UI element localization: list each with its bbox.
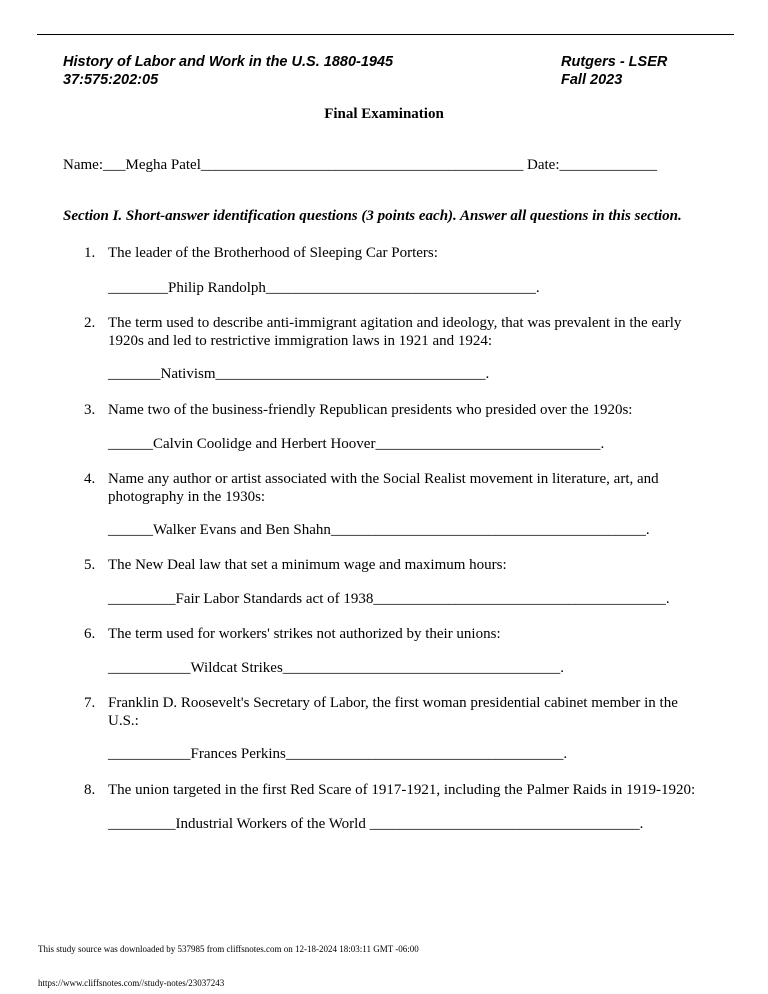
question-text: Name any author or artist associated with the Social Realist movement in literature, art, and photography in the 1930s: [108, 471, 659, 505]
course-code: 37:575:202:05 [63, 72, 159, 88]
answer-5: _________Fair Labor Standards act of 1938_______________________________________. [108, 591, 670, 607]
question-text: Name two of the business-friendly Republican presidents who presided over the 1920s: [108, 402, 633, 418]
question-text: The leader of the Brotherhood of Sleeping Car Porters: [108, 245, 438, 261]
question-text: Franklin D. Roosevelt's Secretary of Labor, the first woman presidential cabinet member in the U.S.: [108, 695, 678, 729]
question-number: 5. [84, 557, 96, 573]
answer-2: _______Nativism____________________________________. [108, 366, 490, 382]
institution-header [561, 53, 667, 89]
name-field: Name:___Megha Patel___________________________________________ [63, 157, 524, 173]
question-text: The term used to describe anti-immigrant agitation and ideology, that was prevalent in the early 1920s and led to restrictive immigration laws in 1921 and 1924: [108, 315, 682, 349]
section-heading: Section I. Short-answer identification questions (3 points each). Answer all questions in this section. [63, 208, 682, 224]
answer-1: ________Philip Randolph____________________________________. [108, 280, 540, 296]
answer-7: ___________Frances Perkins_____________________________________. [108, 746, 568, 762]
question-number: 4. [84, 471, 96, 487]
exam-title: Final Examination [324, 106, 444, 122]
course-header [63, 53, 393, 89]
question-number: 8. [84, 782, 96, 798]
answer-3: ______Calvin Coolidge and Herbert Hoover______________________________. [108, 436, 605, 452]
question-number: 1. [84, 245, 96, 261]
question-number: 3. [84, 402, 96, 418]
question-number: 7. [84, 695, 96, 711]
answer-6: ___________Wildcat Strikes_____________________________________. [108, 660, 565, 676]
source-url[interactable]: https://www.cliffsnotes.com//study-notes/23037243 [38, 978, 225, 988]
course-title: History of Labor and Work in the U.S. 1880-1945 [63, 54, 394, 70]
top-rule [37, 34, 734, 35]
download-notice: This study source was downloaded by 537985 from cliffsnotes.com on 12-18-2024 18:03:11 GMT -06:00 [38, 944, 419, 954]
term: Fall 2023 [561, 72, 623, 88]
institution: Rutgers - LSER [561, 54, 668, 70]
answer-8: _________Industrial Workers of the World ____________________________________. [108, 816, 644, 832]
question-text: The term used for workers' strikes not authorized by their unions: [108, 626, 501, 642]
question-number: 6. [84, 626, 96, 642]
answer-4: ______Walker Evans and Ben Shahn__________________________________________. [108, 522, 650, 538]
question-text: The union targeted in the first Red Scare of 1917-1921, including the Palmer Raids in 1919-1920: [108, 782, 696, 798]
question-number: 2. [84, 315, 96, 331]
question-text: The New Deal law that set a minimum wage and maximum hours: [108, 557, 507, 573]
date-field: Date:_____________ [527, 157, 657, 173]
